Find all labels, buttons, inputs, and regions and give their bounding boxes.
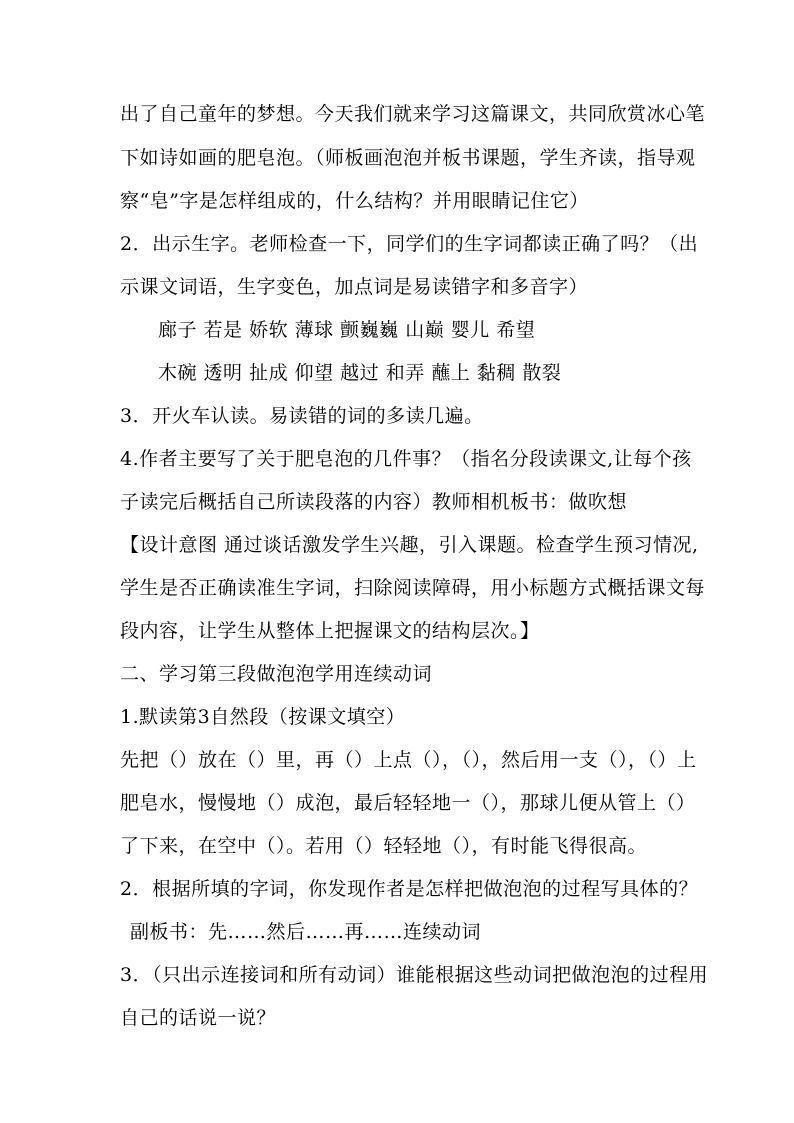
- text-line: 3．（只出示连接词和所有动词）谁能根据这些动词把做泡泡的过程用: [120, 964, 709, 986]
- text-line: 出了自己童年的梦想。今天我们就来学习这篇课文，共同欣赏冰心笔: [120, 103, 706, 125]
- fill-blank-line: 先把（）放在（）里，再（）上点（），（），然后用一支（），（）上: [120, 749, 697, 771]
- design-note-line: 学生是否正确读准生字词，扫除阅读障碍，用小标题方式概括课文每: [120, 577, 706, 599]
- vocab-line: 木碗 透明 扯成 仰望 越过 和弄 蘸上 黏稠 散裂: [158, 362, 562, 384]
- text-line: 示课文词语，生字变色，加点词是易读错字和多音字）: [120, 276, 589, 298]
- section-heading: 二、学习第三段做泡泡学用连续动词: [120, 663, 433, 685]
- text-line: 2．根据所填的字词，你发现作者是怎样把做泡泡的过程写具体的？: [120, 878, 699, 900]
- fill-blank-line: 肥皂水，慢慢地（）成泡，最后轻轻地一（），那球儿便从管上（）: [120, 792, 696, 814]
- text-line: 1.默读第3自然段（按课文填空）: [120, 706, 406, 728]
- design-note-line: 段内容，让学生从整体上把握课文的结构层次。】: [120, 620, 540, 642]
- text-line: 自己的话说一说？: [120, 1007, 277, 1029]
- board-note-line: 副板书：先……然后……再……连续动词: [130, 921, 482, 943]
- text-line: 子读完后概括自己所读段落的内容）教师相机板书：做吹想: [120, 491, 628, 513]
- text-line: 察“皂”字是怎样组成的，什么结构？并用眼睛记住它）: [120, 190, 589, 212]
- fill-blank-line: 了下来，在空中（）。若用（）轻轻地（），有时能飞得很高。: [120, 835, 648, 857]
- text-line: 2．出示生字。老师检查一下，同学们的生字词都读正确了吗？（出: [120, 233, 699, 255]
- text-line: 3．开火车认读。易读错的词的多读几遍。: [120, 405, 484, 427]
- text-line: 下如诗如画的肥皂泡。（师板画泡泡并板书课题，学生齐读，指导观: [120, 147, 696, 169]
- text-line: 4.作者主要写了关于肥皂泡的几件事？（指名分段读课文,让每个孩: [120, 448, 692, 470]
- vocab-line: 廊子 若是 娇软 薄球 颤巍巍 山巅 婴儿 希望: [158, 319, 536, 341]
- design-note-line: 【设计意图 通过谈话激发学生兴趣，引入课题。检查学生预习情况,: [120, 534, 699, 556]
